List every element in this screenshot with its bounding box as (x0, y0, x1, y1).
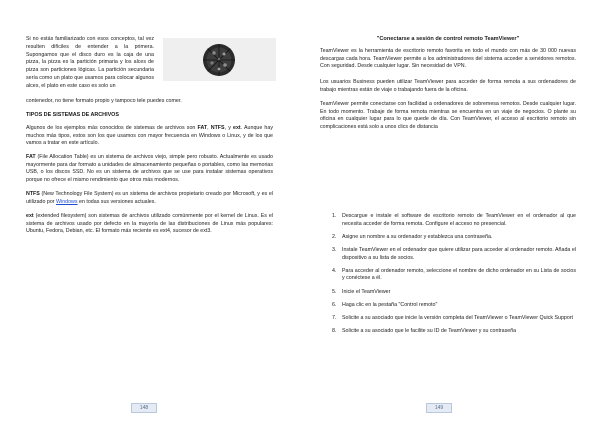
list-item (332, 247, 576, 262)
step-number: 4. (332, 267, 337, 274)
ext-term: ext (26, 213, 34, 219)
term-fat: FAT (197, 125, 208, 131)
step-number: 7. (332, 314, 337, 321)
p1-pre: Algunos de los ejemplos más conocidos de sistemas de archivos son (26, 125, 198, 131)
list-item (332, 328, 576, 336)
list-item (332, 268, 576, 283)
step-number: 5. (332, 288, 337, 295)
step-number: 1. (332, 213, 337, 219)
intro-paragraph-tail: contenedor, no tiene formato propio y tampoco tele puedes comer. (26, 98, 182, 104)
filesystems-paragraph (26, 125, 273, 148)
steps-list (332, 213, 576, 341)
right-page (300, 0, 600, 424)
p1-sep2: , y (224, 125, 234, 131)
page-number: 148 (131, 403, 157, 413)
ext-text: (extended filesystem) son sistemas de archivos utilizado comúnmente por el kernel de Linux. Es el sistema de archivos usado por defecto en la mayoría de las distribuciones de Linux más populares: Ubuntu, Fedora, Debian, etc. El formato más reciente es ext4, sucesor de ext3. (26, 213, 273, 235)
ntfs-term: NTFS (26, 191, 40, 197)
step-number: 2. (332, 233, 337, 240)
ntfs-post: en todas sus versiones actuales. (77, 198, 156, 205)
step-text: Para acceder al ordenador remoto, seleccione el nombre de dicho ordenador en su Lista de socios y conéctese a él. (342, 267, 576, 282)
p1-sep1: , (207, 125, 211, 131)
page-title: "Conectarse a sesión de control remoto TeamViewer" (376, 36, 520, 42)
fat-paragraph (26, 154, 273, 184)
page-number: 149 (426, 403, 452, 413)
step-text: Solicite a su asociado que inicie la versión completa del TeamViewer o TeamViewer Quick Support (342, 314, 574, 321)
step-text: Haga clic en la pestaña "Control remoto" (342, 301, 438, 308)
list-item (332, 213, 576, 228)
section-heading: TIPOS DE SISTEMAS DE ARCHIVOS (26, 112, 119, 118)
list-item (332, 302, 576, 310)
fat-term: FAT (26, 154, 36, 160)
list-item (332, 315, 576, 323)
p1-post: . Aunque hay muchos más tipos, estos son los que usamos con mayor frecuencia en Windows o Linux, y de los que vamos a tratar en este artículo. (26, 125, 273, 147)
pizza-icon (201, 42, 237, 78)
remote-desktop-paragraph: TeamViewer permite conectarse con facilidad a ordenadores de sobremesa remotos. Desde cualquier lugar. En todo momento. Trabaje de forma remota mientras se encuentra en un viaje de negocios. O plante su oficina en cualquier lugar para lo que quede de día. Con TeamViewer, el acceso al escritorio remoto sin complicaciones está solo a unos clics de distancia (320, 101, 576, 130)
step-text: Descargue e instale el software de escritorio remoto de TeamViewer en el ordenador al que necesita acceder de forma remota. Configure el acceso no presencial. (342, 213, 576, 227)
step-number: 8. (332, 328, 337, 335)
ntfs-text: (New Technology File System) es un sistema de archivos propietario creado por Microsoft, y es el utilizado por (26, 191, 273, 205)
step-number: 6. (332, 301, 337, 308)
list-item (332, 289, 576, 297)
term-ntfs: NTFS (210, 125, 225, 131)
step-text: Solicite a su asociado que le facilite su ID de TeamViewer y su contraseña (342, 328, 517, 335)
fat-text: (File Allocation Table) es un sistema de archivos viejo, simple pero robusto. Actualmente es usado mayormente para dar formato a unidades de almacenamiento pequeñas o portables, como las memorias USB, o los discos SSD. No es un sistema de archivos que se use para instalar sistemas operativos porque no ofrece el mismo rendimiento que otros más modernos. (26, 154, 273, 183)
ext-paragraph (26, 213, 273, 236)
step-number: 3. (332, 246, 337, 253)
teamviewer-intro-paragraph: TeamViewer es la herramienta de escritorio remoto favorita en todo el mundo con más de 30 000 nuevas descargas cada hora. TeamViewer permite a los administradores del sistema acceder a servidores remotos. Con seguridad. Desde cualquier lugar. Sin necesidad de VPN. (320, 48, 576, 70)
step-text: Inicie el TeamViewer (342, 288, 391, 295)
step-text: Instale TeamViewer en el ordenador que quiere utilizar para acceder al ordenador remoto. Añada el dispositivo a su lista de socios. (342, 246, 576, 261)
pizza-image (163, 38, 276, 81)
business-users-paragraph: Los usuarios Business pueden utilizar TeamViewer para acceder de forma remota a sus ordenadores de trabajo mientras están de viaje o trabajando fuera de la oficina. (320, 79, 576, 93)
list-item (332, 234, 576, 242)
windows-link[interactable]: Windows (56, 198, 78, 205)
ntfs-paragraph (26, 191, 273, 206)
term-ext: ext (233, 125, 241, 131)
step-text: Asigne un nombre a su ordenador y establezca una contraseña. (342, 233, 493, 240)
intro-paragraph: Si no estás familiarizado con esos conceptos, tal vez resulten difíciles de entender a la primera. Supongamos que el disco duro es la caja de una pizza, la pizza es la partición primaria y los alces de pizza son particiones lógicas. La partición secundaria sería como un plato que usamos para colocar algunos alces, el plato en este caso es solo un (26, 36, 154, 89)
